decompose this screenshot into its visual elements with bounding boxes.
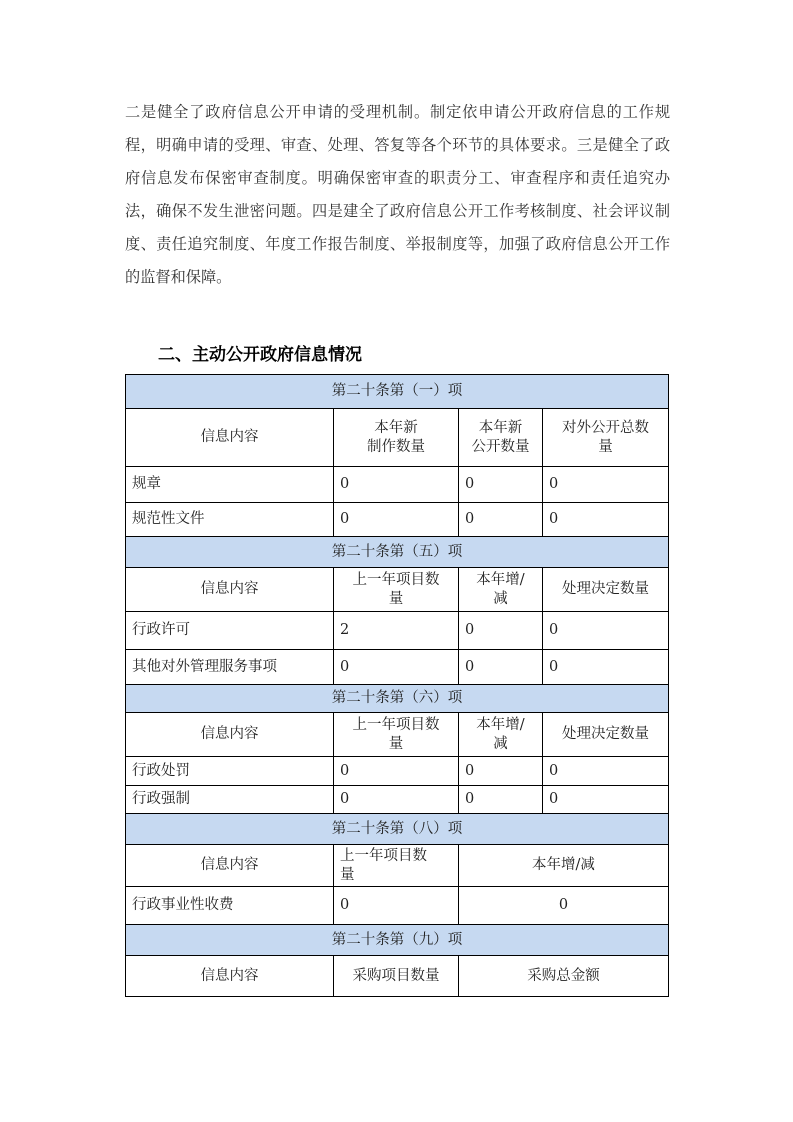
value-cell: 0	[543, 786, 669, 814]
value-cell: 0	[459, 757, 543, 786]
section-heading: 二、主动公开政府信息情况	[158, 345, 362, 365]
header-cell: 信息内容	[126, 409, 334, 467]
header-cell: 对外公开总数 量	[543, 409, 669, 467]
header-cell: 上一年项目数 量	[334, 568, 459, 612]
header-row	[126, 409, 669, 467]
table-row	[126, 612, 669, 650]
row-label: 规章	[126, 467, 334, 503]
header-cell: 信息内容	[126, 845, 334, 887]
value-cell: 0	[543, 612, 669, 650]
header-cell: 上一年项目数 量	[334, 845, 459, 887]
header-cell: 处理决定数量	[543, 713, 669, 757]
value-cell: 0	[543, 757, 669, 786]
table-row	[126, 467, 669, 503]
table-row	[126, 503, 669, 537]
value-cell: 0	[334, 786, 459, 814]
value-cell: 2	[334, 612, 459, 650]
value-cell: 0	[334, 650, 459, 685]
header-cell: 处理决定数量	[543, 568, 669, 612]
header-cell: 采购项目数量	[334, 956, 459, 997]
row-label: 其他对外管理服务事项	[126, 650, 334, 685]
header-row	[126, 713, 669, 757]
value-cell: 0	[543, 503, 669, 537]
row-label: 行政许可	[126, 612, 334, 650]
section-title: 第二十条第（一）项	[126, 375, 669, 409]
value-cell: 0	[334, 887, 459, 925]
section-title-row	[126, 685, 669, 713]
header-cell: 本年增/ 减	[459, 713, 543, 757]
value-cell: 0	[543, 467, 669, 503]
value-cell: 0	[543, 650, 669, 685]
section-title-row	[126, 537, 669, 568]
section-title: 第二十条第（九）项	[126, 925, 669, 956]
value-cell: 0	[334, 757, 459, 786]
value-cell: 0	[459, 786, 543, 814]
table-row	[126, 786, 669, 814]
row-label: 规范性文件	[126, 503, 334, 537]
intro-paragraph: 二是健全了政府信息公开申请的受理机制。制定依申请公开政府信息的工作规程，明确申请的受理、审查、处理、答复等各个环节的具体要求。三是健全了政府信息发布保密审查制度。明确保密审查的职责分工、审查程序和责任追究办法，确保不发生泄密问题。四是建全了政府信息公开工作考核制度、社会评议制度、责任追究制度、年度工作报告制度、举报制度等，加强了政府信息公开工作的监督和保障。	[125, 103, 670, 286]
value-cell: 0	[334, 503, 459, 537]
header-cell: 本年增/ 减	[459, 568, 543, 612]
header-row	[126, 845, 669, 887]
value-cell: 0	[459, 467, 543, 503]
value-cell: 0	[459, 650, 543, 685]
header-cell: 信息内容	[126, 568, 334, 612]
row-label: 行政处罚	[126, 757, 334, 786]
header-cell: 本年新 制作数量	[334, 409, 459, 467]
header-row	[126, 956, 669, 997]
row-label: 行政强制	[126, 786, 334, 814]
section-title-row	[126, 375, 669, 409]
section-title: 第二十条第（六）项	[126, 685, 669, 713]
table-row	[126, 887, 669, 925]
table-row	[126, 650, 669, 685]
section-title: 第二十条第（五）项	[126, 537, 669, 568]
value-cell: 0	[459, 887, 669, 925]
disclosure-table	[125, 374, 669, 997]
value-cell: 0	[459, 612, 543, 650]
value-cell: 0	[459, 503, 543, 537]
header-row	[126, 568, 669, 612]
section-title-row	[126, 925, 669, 956]
header-cell: 信息内容	[126, 956, 334, 997]
header-cell: 本年增/减	[459, 845, 669, 887]
header-cell: 信息内容	[126, 713, 334, 757]
header-cell: 本年新 公开数量	[459, 409, 543, 467]
row-label: 行政事业性收费	[126, 887, 334, 925]
value-cell: 0	[334, 467, 459, 503]
header-cell: 上一年项目数 量	[334, 713, 459, 757]
section-title-row	[126, 814, 669, 845]
section-title: 第二十条第（八）项	[126, 814, 669, 845]
table-row	[126, 757, 669, 786]
header-cell: 采购总金额	[459, 956, 669, 997]
